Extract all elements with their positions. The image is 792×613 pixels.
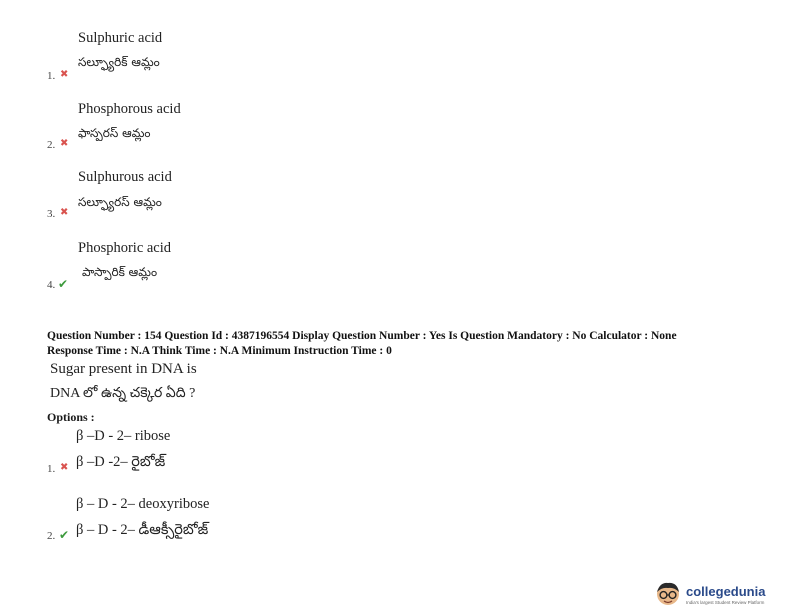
prev-option-1-number: 1. <box>47 70 56 82</box>
option-1-en: β –D - 2– ribose <box>76 428 171 444</box>
question-text-te: DNA లో ఉన్న చక్కెర ఏది ? <box>50 386 196 401</box>
logo-mascot-icon <box>652 580 684 608</box>
option-2-number: 2. <box>47 530 56 542</box>
option-2-te: β – D - 2– డీఆక్సీరైబోజ్ <box>76 522 209 538</box>
wrong-mark-icon: ✖ <box>60 138 69 149</box>
prev-option-4-en: Phosphoric acid <box>78 240 172 256</box>
wrong-mark-icon: ✖ <box>60 207 69 218</box>
logo-tagline: India's largest Student Review Platform <box>686 600 765 605</box>
prev-option-3-number: 3. <box>47 208 56 220</box>
wrong-mark-icon: ✖ <box>60 462 69 473</box>
question-text-en: Sugar present in DNA is <box>50 361 197 377</box>
question-meta-line-2: Response Time : N.A Think Time : N.A Minimum Instruction Time : 0 <box>47 345 392 357</box>
logo-name: collegedunia <box>686 584 766 599</box>
prev-option-1-en: Sulphuric acid <box>78 30 163 46</box>
prev-option-4-te: పాస్పారిక్ ఆమ్లం <box>82 265 158 279</box>
options-label: Options : <box>47 410 95 424</box>
correct-mark-icon: ✔ <box>59 528 70 542</box>
prev-option-3-en: Sulphurous acid <box>78 169 172 185</box>
option-1-te: β –D -2– రైబోజ్ <box>76 454 166 470</box>
prev-option-2-en: Phosphorous acid <box>78 101 181 117</box>
prev-option-2-number: 2. <box>47 139 56 151</box>
wrong-mark-icon: ✖ <box>60 69 69 80</box>
prev-option-3-te: సల్ఫ్యూరస్ ఆమ్లం <box>78 195 162 209</box>
prev-option-2-te: ఫాస్పరస్ ఆమ్లం <box>78 126 151 140</box>
question-meta-line-1: Question Number : 154 Question Id : 4387196554 Display Question Number : Yes Is Question Mandatory : No Calculator : None <box>47 330 677 342</box>
prev-option-4-number: 4. <box>47 279 56 291</box>
correct-mark-icon: ✔ <box>58 277 69 291</box>
prev-option-1-te: సల్ఫ్యూరిక్ ఆమ్లం <box>78 55 160 69</box>
option-2-en: β – D - 2– deoxyribose <box>76 496 210 512</box>
option-1-number: 1. <box>47 463 56 475</box>
